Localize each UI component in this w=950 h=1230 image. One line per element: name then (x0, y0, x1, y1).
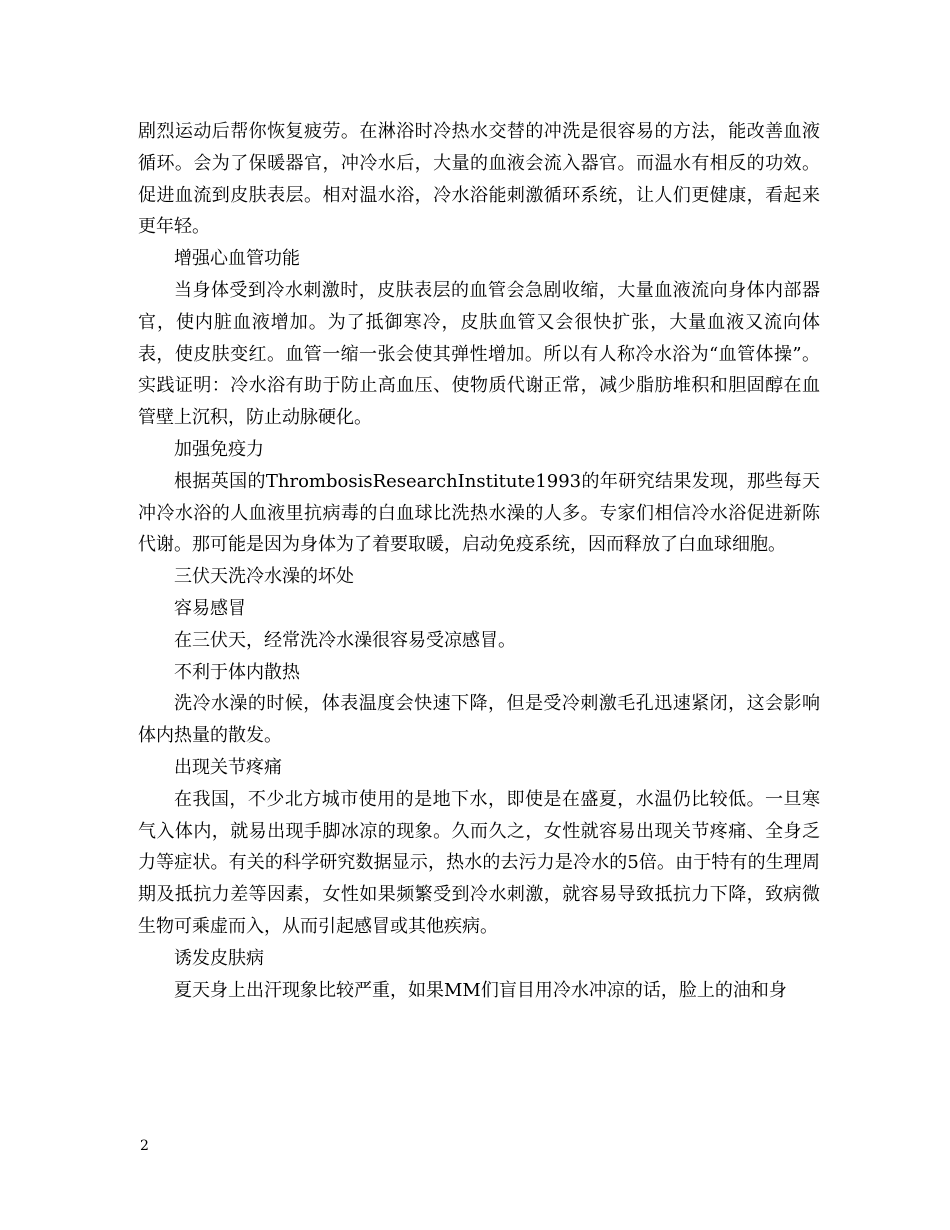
page-number: 2 (140, 1138, 149, 1154)
heading-catch-cold: 容易感冒 (174, 597, 246, 619)
heading-heat-dissipation: 不利于体内散热 (174, 661, 300, 683)
heading-drawbacks: 三伏天洗冷水澡的坏处 (174, 566, 354, 588)
paragraph-immunity: 根据英国的ThrombosisResearchInstitute1993的年研究结果发现，那些每天冲冷水浴的人血液里抗病毒的白血球比洗热水澡的人多。专家们相信冷水浴促进新陈代谢。那可能是因为身体为了着要取暖，启动免疫系统，因而释放了白血球细胞。 (138, 470, 820, 556)
heading-skin-disease: 诱发皮肤病 (174, 947, 264, 969)
heading-cardiovascular: 增强心血管功能 (174, 248, 300, 270)
paragraph-cold-bath-benefits-continued: 剧烈运动后帮你恢复疲劳。在淋浴时冷热水交替的冲洗是很容易的方法，能改善血液循环。会为了保暖器官，冲冷水后，大量的血液会流入器官。而温水有相反的功效。促进血流到皮肤表层。相对温水浴，冷水浴能刺激循环系统，让人们更健康，看起来更年轻。 (138, 121, 820, 238)
paragraph-heat-dissipation: 洗冷水澡的时候，体表温度会快速下降，但是受冷刺激毛孔迅速紧闭，这会影响体内热量的散发。 (138, 693, 820, 747)
paragraph-cardiovascular: 当身体受到冷水刺激时，皮肤表层的血管会急剧收缩，大量血液流向身体内部器官，使内脏血液增加。为了抵御寒冷，皮肤血管又会很快扩张，大量血液又流向体表，使皮肤变红。血管一缩一张会使其弹性增加。所以有人称冷水浴为“血管体操”。实践证明：冷水浴有助于防止高血压、使物质代谢正常，减少脂肪堆积和胆固醇在血管壁上沉积，防止动脉硬化。 (138, 279, 820, 429)
paragraph-joint-pain: 在我国，不少北方城市使用的是地下水，即使是在盛夏，水温仍比较低。一旦寒气入体内，就易出现手脚冰凉的现象。久而久之，女性就容易出现关节疼痛、全身乏力等症状。有关的科学研究数据显示，热水的去污力是冷水的5倍。由于特有的生理周期及抵抗力差等因素，女性如果频繁受到冷水刺激，就容易导致抵抗力下降，致病微生物可乘虚而入，从而引起感冒或其他疾病。 (138, 788, 820, 937)
paragraph-skin-disease: 夏天身上出汗现象比较严重，如果MM们盲目用冷水冲凉的话，脸上的油和身 (174, 979, 787, 1001)
body-text (138, 116, 820, 1006)
heading-joint-pain: 出现关节疼痛 (174, 756, 282, 778)
heading-immunity: 加强免疫力 (174, 438, 264, 460)
paragraph-catch-cold: 在三伏天，经常洗冷水澡很容易受凉感冒。 (174, 629, 516, 651)
